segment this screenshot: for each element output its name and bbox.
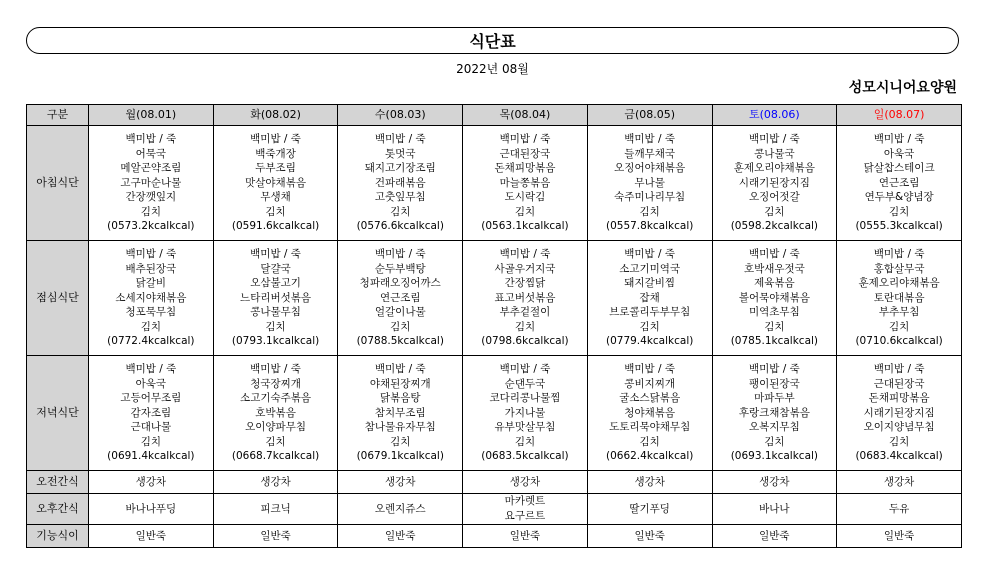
menu-item: 팽이된장국 [749,377,800,390]
menu-item: 김치 [514,205,536,218]
menu-item: 볼어묵야채볶음 [738,291,810,304]
menu-item: 김치 [639,205,660,218]
meal-row-label: 오전간식 [27,471,89,494]
menu-item: 가지나물 [504,406,546,419]
menu-cell [837,356,962,471]
menu-item: 근대나물 [130,421,172,434]
day-header-saturday: 토(08.06) [712,105,837,126]
menu-item: 오징어젓갈 [749,191,800,204]
menu-item: 고구마순나물 [120,176,182,189]
menu-period: 2022년 08월 [456,62,529,76]
menu-item: 백미밥 / 죽 [873,362,925,375]
menu-item: 숙주미나리무침 [614,191,686,204]
menu-item: 어묵국 [135,147,167,160]
menu-item: 피크닉 [260,502,291,515]
menu-cell [89,356,214,471]
menu-item: 김치 [390,435,411,448]
menu-item: (0668.7kcalkcal) [231,450,320,463]
menu-cell [338,241,463,356]
menu-cell [213,525,338,548]
menu-item: 콩비지찌개 [624,377,676,390]
menu-item: 김치 [140,320,161,333]
menu-item: 도시락김 [504,191,546,204]
menu-item: 생강차 [634,475,665,488]
menu-cell [712,525,837,548]
menu-item: 순댄두국 [504,377,546,390]
menu-item: 김치 [140,435,161,448]
menu-item: 고등어무조림 [120,392,182,405]
menu-item: 김치 [888,435,910,448]
menu-item: (0679.1kcalkcal) [356,450,444,463]
meal-row [27,471,962,494]
menu-item: 김치 [639,320,660,333]
menu-item: 생강차 [759,475,790,488]
menu-cell [338,494,463,525]
menu-item: 바나나푸딩 [125,502,177,515]
menu-cell [587,126,712,241]
menu-cell [587,241,712,356]
menu-item: 돼지갈비찜 [624,277,676,290]
menu-item: 근대된장국 [873,377,925,390]
menu-item: 콩나물무침 [250,306,301,319]
menu-item: 일반죽 [883,529,915,542]
menu-item: 고춧잎무침 [374,191,426,204]
menu-cell [837,241,962,356]
menu-title-box [26,27,959,54]
menu-item: 생강차 [509,475,541,488]
menu-item: 백미밥 / 죽 [125,247,177,260]
menu-item: 오삼불고기 [250,277,301,290]
menu-cell [712,241,837,356]
menu-item: (0798.6kcalkcal) [481,335,569,348]
menu-item: 토란대볶음 [873,291,925,304]
menu-item: (0555.3kcalkcal) [855,220,943,233]
menu-item: (0788.5kcalkcal) [356,335,444,348]
organization-name: 성모시니어요양원 [848,80,957,96]
meal-row [27,356,962,471]
menu-item: (0691.4kcalkcal) [107,450,195,463]
menu-item: 김치 [514,320,536,333]
menu-item: 일반죽 [759,529,790,542]
menu-item: 백미밥 / 죽 [499,362,551,375]
menu-cell [213,126,338,241]
menu-item: (0598.2kcalkcal) [730,220,819,233]
menu-item: 김치 [140,205,161,218]
menu-item: 돈채피망볶음 [868,392,930,405]
meal-row-label: 아침식단 [27,126,89,241]
menu-item: 김치 [888,320,910,333]
menu-item: 호박새우젓국 [743,262,805,275]
menu-item: 백미밥 / 죽 [250,132,301,145]
menu-cell [213,241,338,356]
menu-item: 아욱국 [135,377,167,390]
menu-cell [463,471,588,494]
menu-cell [587,494,712,525]
day-header: 금(08.05) [587,105,712,126]
menu-cell [712,356,837,471]
menu-item: 백죽개장 [255,147,296,160]
menu-item: 청야채볶음 [624,406,676,419]
meal-plan-table [26,104,962,548]
day-header: 화(08.02) [213,105,338,126]
menu-item: (0591.6kcalkcal) [231,220,320,233]
menu-item: 느타리버섯볶음 [240,291,312,304]
menu-item: 김치 [390,205,411,218]
menu-item: 호박볶음 [255,406,296,419]
page-title: 식단표 [469,32,516,51]
menu-item: 마늘쫑볶음 [499,176,551,189]
menu-cell [837,525,962,548]
menu-item: 연근조림 [379,291,421,304]
menu-item: 청포묵무침 [125,306,177,319]
meal-row [27,494,962,525]
menu-item: (0683.5kcalkcal) [481,450,569,463]
menu-item: 오이양파무침 [245,421,306,434]
menu-item: 백미밥 / 죽 [624,247,676,260]
meal-row-label: 오후간식 [27,494,89,525]
menu-item: 무나물 [634,176,665,189]
menu-cell [587,525,712,548]
menu-item: 콩나물국 [754,147,795,160]
menu-item: 얼갈이나물 [374,306,426,319]
menu-item: 오징어야채볶음 [614,162,686,175]
menu-item: 소고기미역국 [619,262,681,275]
menu-cell [837,126,962,241]
menu-item: 백미밥 / 죽 [125,132,177,145]
menu-item: 마카렛트 [504,495,546,508]
menu-item: 제육볶음 [754,277,795,290]
menu-item: (0710.6kcalkcal) [855,335,943,348]
menu-item: 배추된장국 [125,262,177,275]
menu-item: 청국장찌개 [250,377,301,390]
day-header: 목(08.04) [463,105,588,126]
menu-item: 아욱국 [883,147,915,160]
menu-item: 두부조림 [255,162,296,175]
menu-item: 백미밥 / 죽 [499,247,551,260]
menu-item: 코다리콩나물찜 [489,392,561,405]
menu-cell [712,126,837,241]
menu-cell [338,356,463,471]
menu-item: (0662.4kcalkcal) [605,450,694,463]
menu-item: 돈채피망볶음 [494,162,556,175]
menu-item: 간장깻잎지 [125,191,177,204]
menu-item: 근대된장국 [499,147,551,160]
menu-item: 야채된장찌개 [369,377,431,390]
menu-item: 메알곤약조림 [120,162,182,175]
meal-row-label: 기능식이 [27,525,89,548]
menu-item: (0557.8kcalkcal) [605,220,694,233]
menu-cell [213,356,338,471]
menu-item: 김치 [888,205,910,218]
menu-item: 백미밥 / 죽 [748,132,800,145]
menu-cell [463,494,588,525]
menu-item: (0772.4kcalkcal) [107,335,195,348]
menu-cell [338,525,463,548]
menu-item: 건파래볶음 [374,176,426,189]
menu-item: 도토리묵야채무침 [609,421,691,434]
menu-item: 부추겉절이 [499,306,551,319]
menu-item: 김치 [265,320,286,333]
menu-cell [463,525,588,548]
menu-item: 딸기푸딩 [629,502,670,515]
menu-item: 잡채 [639,291,660,304]
menu-item: 백미밥 / 죽 [624,362,676,375]
menu-item: 백미밥 / 죽 [374,362,426,375]
menu-item: 김치 [390,320,411,333]
menu-item: 바나나 [759,502,790,515]
menu-item: 생강차 [260,475,291,488]
menu-item: 백미밥 / 죽 [499,132,551,145]
menu-item: 후랑크채참볶음 [738,406,810,419]
menu-item: (0563.1kcalkcal) [481,220,569,233]
menu-item: 백미밥 / 죽 [374,247,426,260]
menu-cell [338,126,463,241]
menu-item: 김치 [764,320,785,333]
menu-item: (0573.2kcalkcal) [107,220,195,233]
menu-item: 부추무침 [878,306,920,319]
menu-item: (0785.1kcalkcal) [730,335,819,348]
meal-row [27,126,962,241]
menu-cell [463,356,588,471]
menu-cell [837,471,962,494]
menu-item: 일반죽 [260,529,291,542]
menu-item: 맛살야채볶음 [245,176,306,189]
menu-cell [463,241,588,356]
menu-item: 일반죽 [385,529,416,542]
menu-cell [837,494,962,525]
menu-item: 요구르트 [504,510,546,522]
category-header: 구분 [27,105,89,126]
menu-item: 간장찜닭 [504,277,546,290]
menu-item: 청파래오징어까스 [359,277,441,290]
menu-item: 돼지고기장조림 [364,162,436,175]
menu-item: 생강차 [883,475,915,488]
menu-item: 김치 [764,205,785,218]
day-header: 수(08.03) [338,105,463,126]
menu-item: 연근조림 [878,176,920,189]
menu-item: 미역초무침 [749,306,800,319]
day-header-sunday: 일(08.07) [837,105,962,126]
menu-cell [338,471,463,494]
day-header: 월(08.01) [89,105,214,126]
menu-cell [89,471,214,494]
menu-item: 김치 [514,435,536,448]
menu-item: 연두부&양념장 [864,191,934,204]
menu-item: 참치무조림 [374,406,426,419]
menu-item: 표고버섯볶음 [494,291,556,304]
meal-row [27,525,962,548]
menu-item: 백미밥 / 죽 [873,247,925,260]
menu-item: 백미밥 / 죽 [748,247,800,260]
menu-item: 홍합살무국 [873,262,925,275]
menu-item: 브로콜리두부무침 [609,306,691,319]
menu-item: (0693.1kcalkcal) [730,450,819,463]
meal-row-label: 점심식단 [27,241,89,356]
menu-item: 감자조림 [130,406,172,419]
menu-item: (0779.4kcalkcal) [605,335,694,348]
menu-item: 오이지양념무침 [863,421,935,434]
menu-item: 닭갈비 [135,277,167,290]
menu-item: 닭볶음탕 [379,392,421,405]
menu-cell [587,471,712,494]
menu-cell [89,494,214,525]
meal-row [27,241,962,356]
menu-item: 일반죽 [634,529,665,542]
menu-item: 오렌지쥬스 [374,502,426,515]
menu-item: 훈제오리야채볶음 [858,277,940,290]
meal-row-label: 저녁식단 [27,356,89,471]
menu-item: 유부맛살무침 [494,421,556,434]
menu-item: 백미밥 / 죽 [624,132,676,145]
menu-item: 시래기된장지짐 [738,176,810,189]
menu-item: 훈제오리야채볶음 [733,162,815,175]
menu-item: 생강차 [135,475,167,488]
menu-item: 굴소스닭볶음 [619,392,681,405]
menu-cell [712,471,837,494]
menu-item: 백미밥 / 죽 [250,247,301,260]
menu-item: 백미밥 / 죽 [374,132,426,145]
menu-item: 백미밥 / 죽 [250,362,301,375]
menu-item: 참나물유자무침 [364,421,436,434]
menu-item: 달걀국 [260,262,291,275]
menu-item: 김치 [639,435,660,448]
menu-item: 백미밥 / 죽 [873,132,925,145]
menu-cell [587,356,712,471]
menu-item: 순두부백탕 [374,262,426,275]
menu-item: 김치 [764,435,785,448]
menu-item: 마파두부 [754,392,795,405]
menu-cell [89,126,214,241]
menu-item: (0576.6kcalkcal) [356,220,444,233]
menu-item: 일반죽 [509,529,541,542]
menu-item: 백미밥 / 죽 [125,362,177,375]
menu-item: 무생채 [260,191,291,204]
menu-cell [213,494,338,525]
menu-cell [89,241,214,356]
menu-item: 두유 [888,502,910,515]
menu-item: 생강차 [385,475,416,488]
menu-item: 시래기된장지짐 [863,406,935,419]
menu-item: 사골우거지국 [494,262,556,275]
menu-item: 톳멋국 [385,147,416,160]
menu-cell [213,471,338,494]
menu-cell [712,494,837,525]
menu-item: 김치 [265,435,286,448]
menu-item: 소고기숙주볶음 [240,392,312,405]
meal-plan-body [27,126,962,548]
menu-item: 소세지야채볶음 [115,291,187,304]
menu-cell [463,126,588,241]
menu-item: (0793.1kcalkcal) [231,335,320,348]
menu-item: 들깨무채국 [624,147,676,160]
header-row [27,105,962,126]
menu-item: 백미밥 / 죽 [748,362,800,375]
menu-cell [89,525,214,548]
menu-item: 오복지무침 [749,421,800,434]
menu-item: 닭살찹스테이크 [863,162,935,175]
menu-item: 일반죽 [135,529,167,542]
menu-item: (0683.4kcalkcal) [855,450,943,463]
menu-item: 김치 [265,205,286,218]
